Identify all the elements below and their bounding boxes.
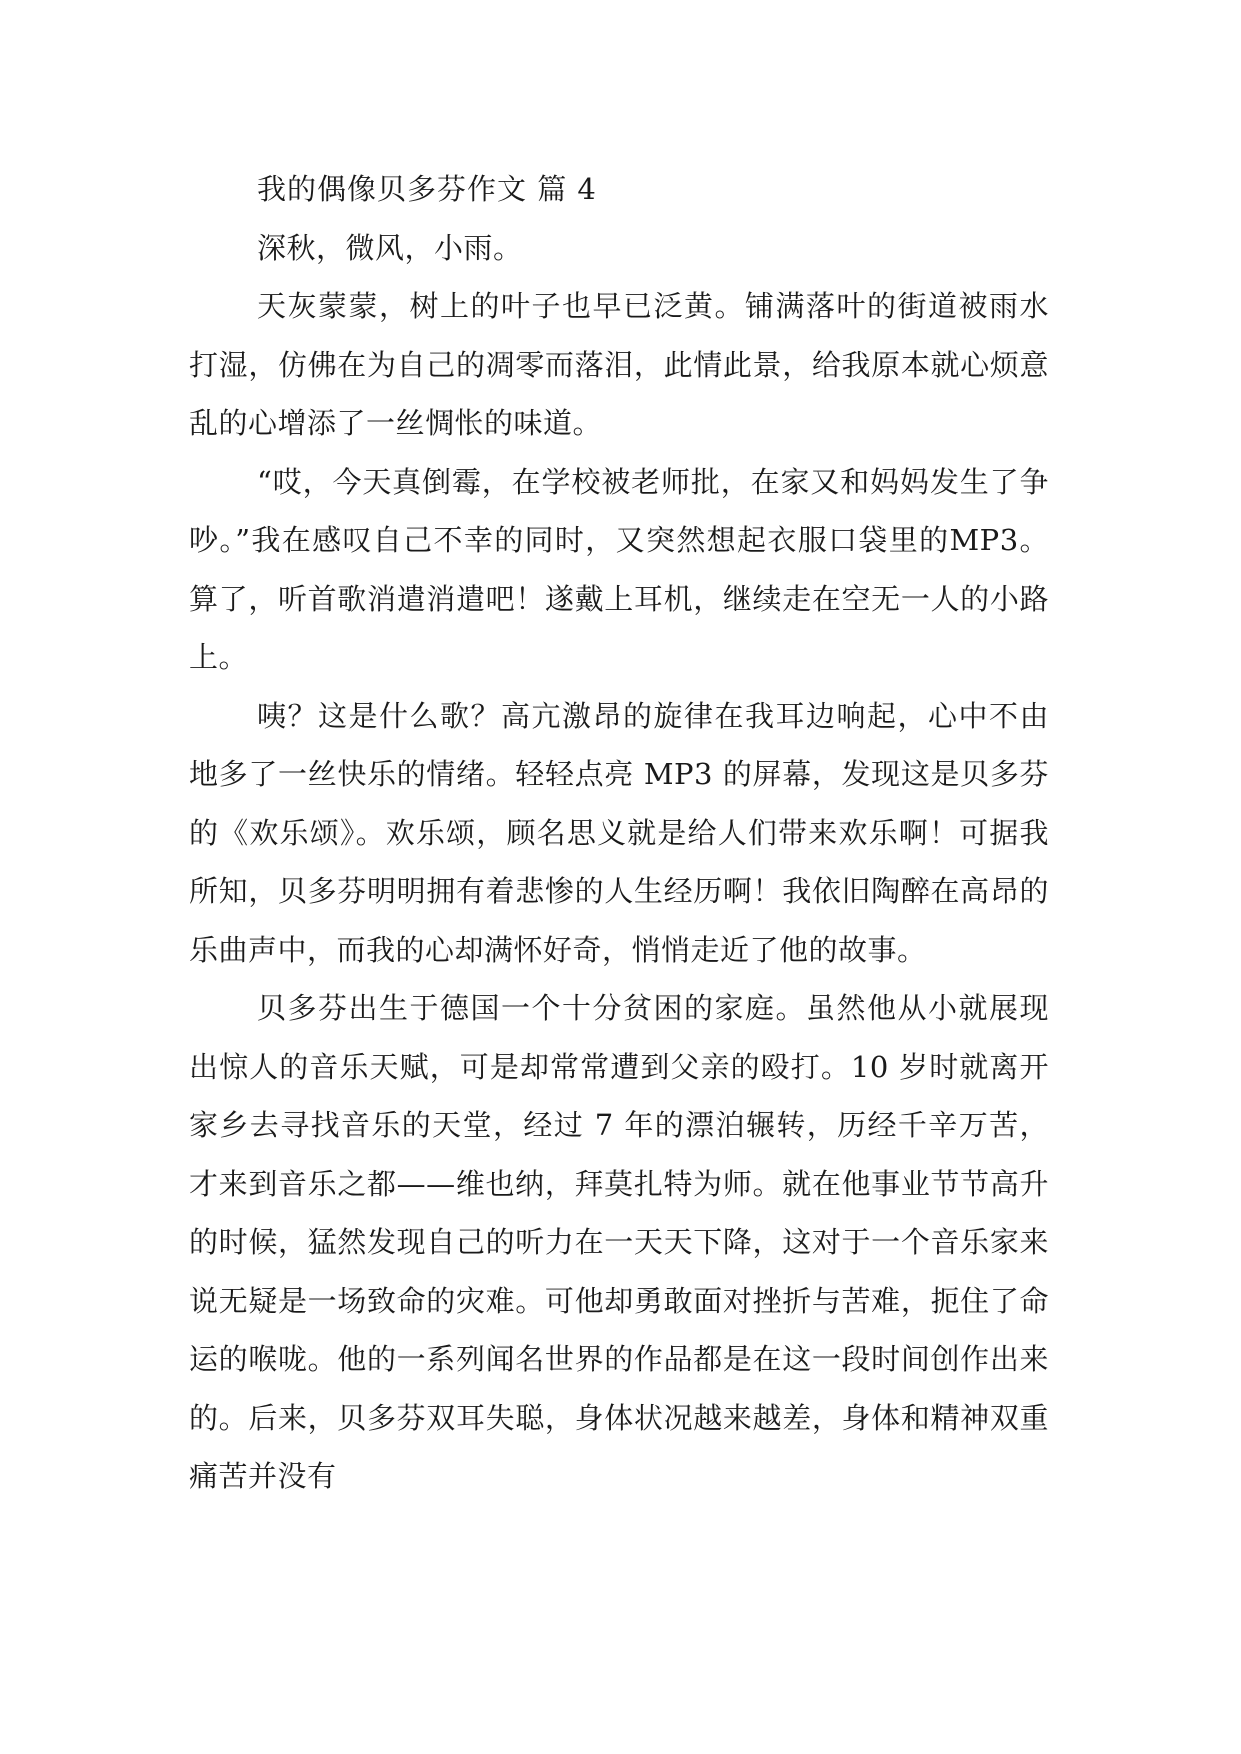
- paragraph: 咦？这是什么歌？高亢激昂的旋律在我耳边响起，心中不由地多了一丝快乐的情绪。轻轻点亮 MP3 的屏幕，发现这是贝多芬的《欢乐颂》。欢乐颂，顾名思义就是给人们带来欢乐啊！可据我所知，贝多芬明明拥有着悲惨的人生经历啊！我依旧陶醉在高昂的乐曲声中，而我的心却满怀好奇，悄悄走近了他的故事。: [189, 698, 1049, 967]
- document-title: 我的偶像贝多芬作文 篇 4: [257, 172, 597, 206]
- document-body: [189, 160, 1049, 1506]
- paragraph: 贝多芬出生于德国一个十分贫困的家庭。虽然他从小就展现出惊人的音乐天赋，可是却常常遭到父亲的殴打。10 岁时就离开家乡去寻找音乐的天堂，经过 7 年的漂泊辗转，历经千辛万苦，才来到音乐之都——维也纳，拜莫扎特为师。就在他事业节节高升的时候，猛然发现自己的听力在一天天下降，这对于一个音乐家来说无疑是一场致命的灾难。可他却勇敢面对挫折与苦难，扼住了命运的喉咙。他的一系列闻名世界的作品都是在这一段时间创作出来的。后来，贝多芬双耳失聪，身体状况越来越差，身体和精神双重痛苦并没有: [189, 991, 1049, 1493]
- paragraph: 天灰蒙蒙，树上的叶子也早已泛黄。铺满落叶的街道被雨水打湿，仿佛在为自己的凋零而落泪，此情此景，给我原本就心烦意乱的心增添了一丝惆怅的味道。: [189, 289, 1049, 440]
- paragraph: “哎，今天真倒霉，在学校被老师批，在家又和妈妈发生了争吵。”我在感叹自己不幸的同时，又突然想起衣服口袋里的MP3。算了，听首歌消遣消遣吧！遂戴上耳机，继续走在空无一人的小路上。: [189, 464, 1049, 674]
- paragraph: 深秋，微风，小雨。: [257, 230, 523, 265]
